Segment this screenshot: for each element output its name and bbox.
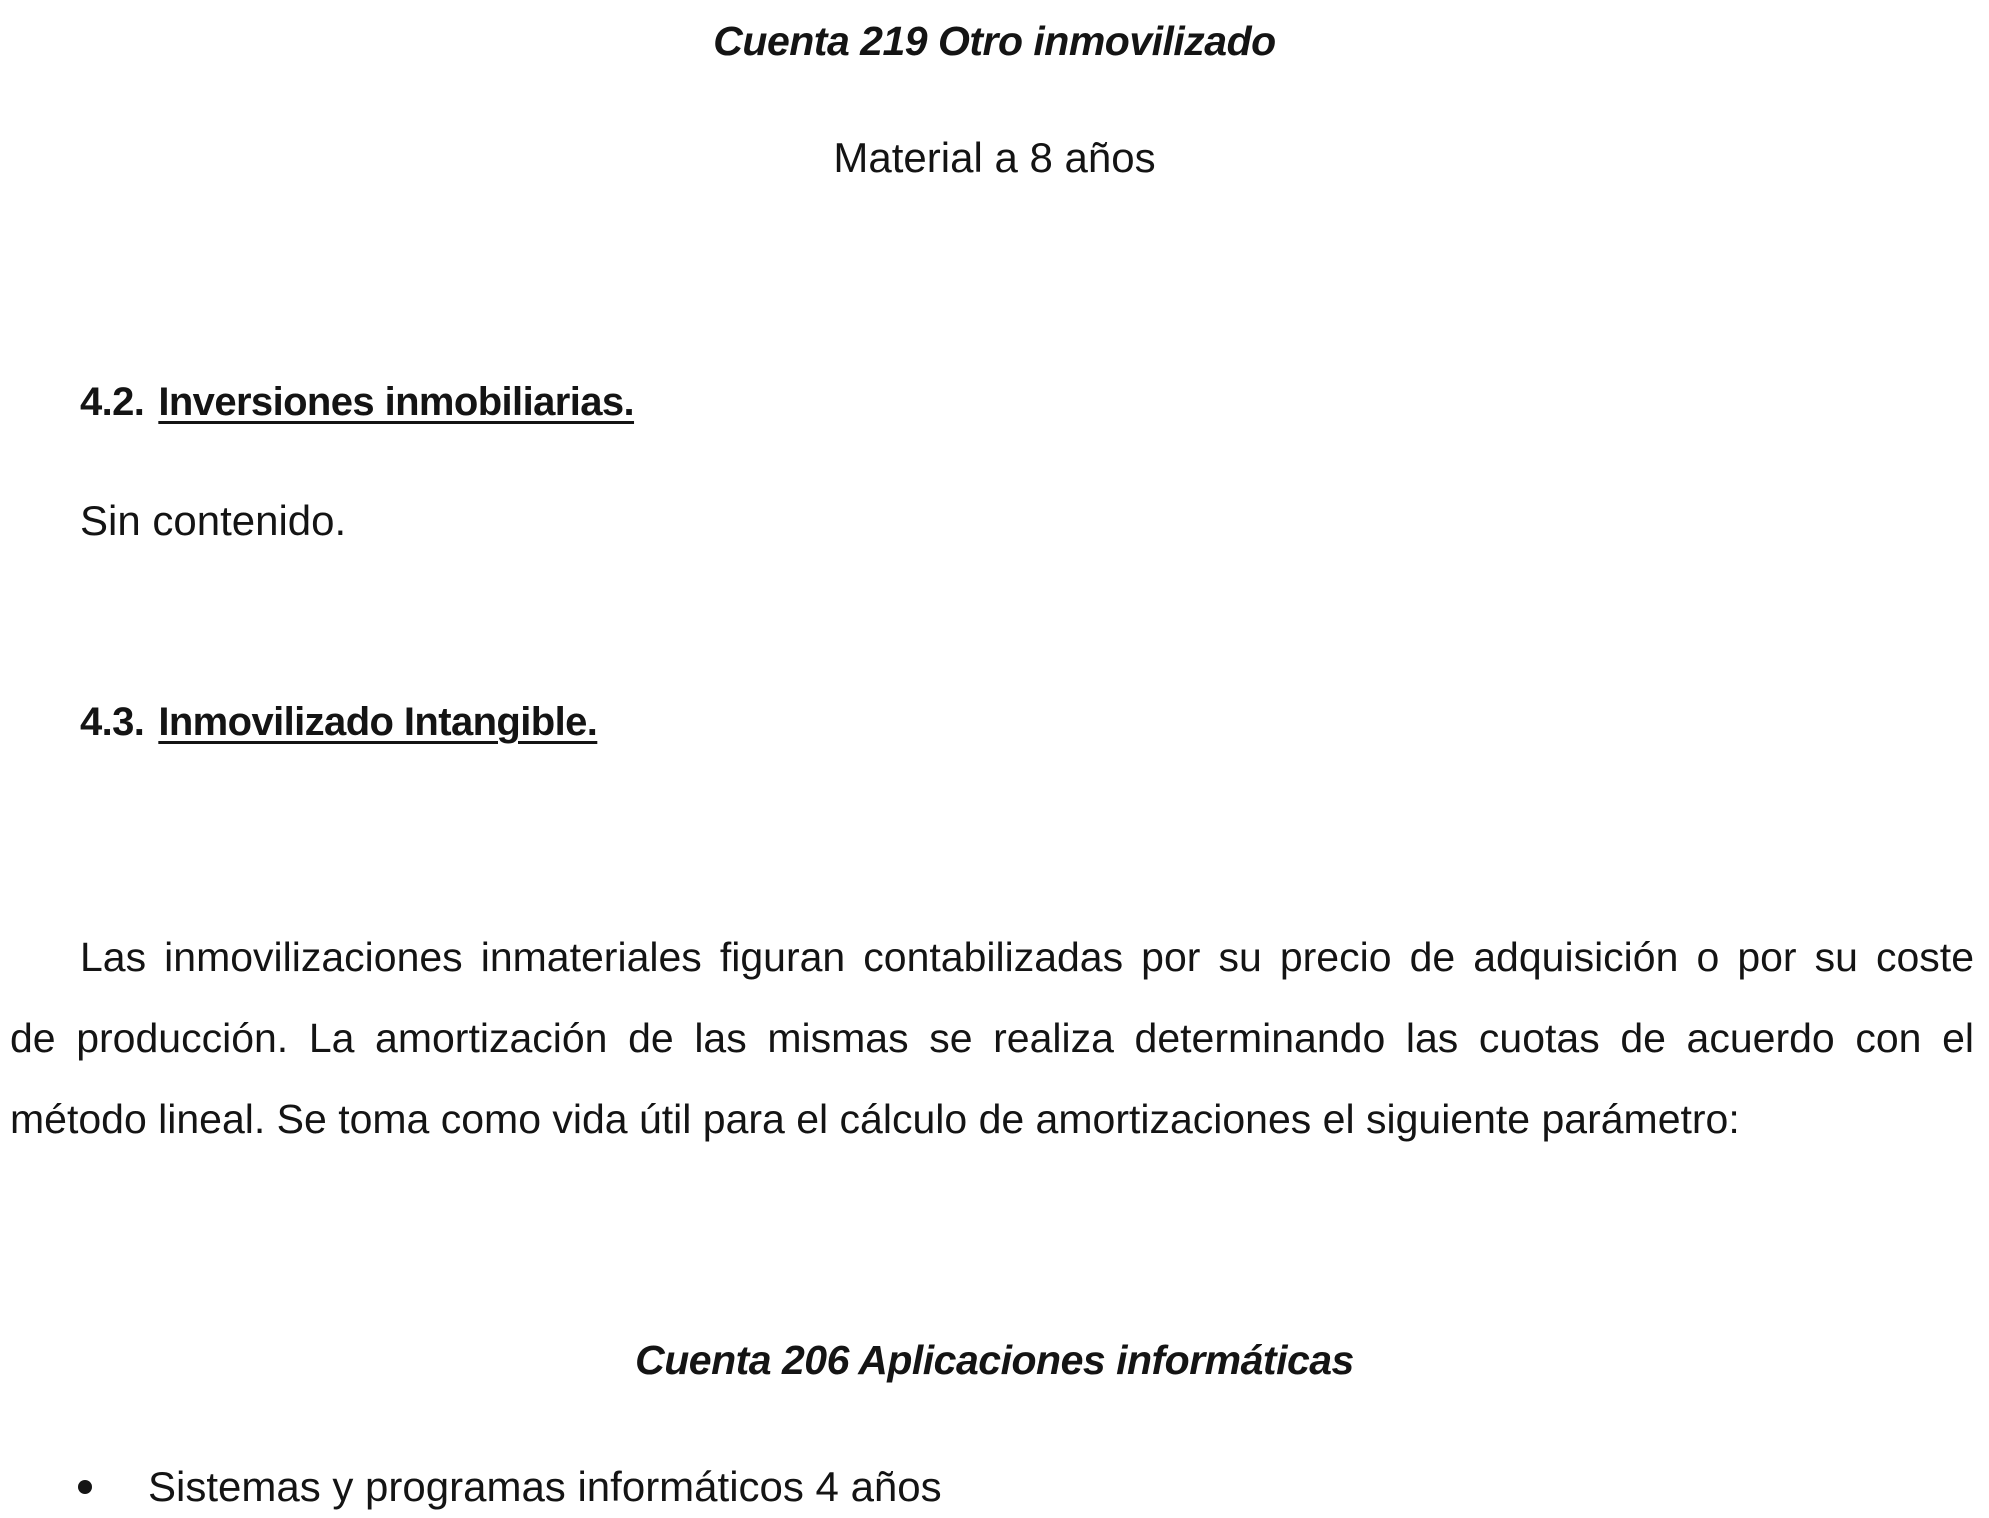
- section-title-4-2: Inversiones inmobiliarias.: [158, 380, 635, 424]
- section-title-4-3: Inmovilizado Intangible.: [158, 700, 598, 744]
- bullet-icon: [78, 1480, 92, 1494]
- section-4-2-body: Sin contenido.: [80, 497, 347, 544]
- account-206-title: Cuenta 206 Aplicaciones informáticas: [635, 1337, 1354, 1383]
- section-number-4-3: 4.3.: [80, 700, 145, 744]
- list-item-text: Sistemas y programas informáticos 4 años: [148, 1463, 942, 1510]
- section-number-4-2: 4.2.: [80, 380, 145, 424]
- section-heading-4-2: [80, 380, 634, 425]
- account-219-title: Cuenta 219 Otro inmovilizado: [713, 18, 1276, 64]
- list-item: [78, 1463, 942, 1511]
- account-219-detail: Material a 8 años: [833, 134, 1156, 181]
- paragraph-line: Las inmovilizaciones inmateriales figuran contabilizadas por su precio de adquisición o por su coste: [80, 934, 1974, 980]
- paragraph-line: de producción. La amortización de las mismas se realiza determinando las cuotas de acuerdo con el: [10, 1015, 1974, 1061]
- paragraph-line: método lineal. Se toma como vida útil para el cálculo de amortizaciones el siguiente parámetro:: [10, 1096, 1740, 1142]
- section-heading-4-3: [80, 700, 597, 745]
